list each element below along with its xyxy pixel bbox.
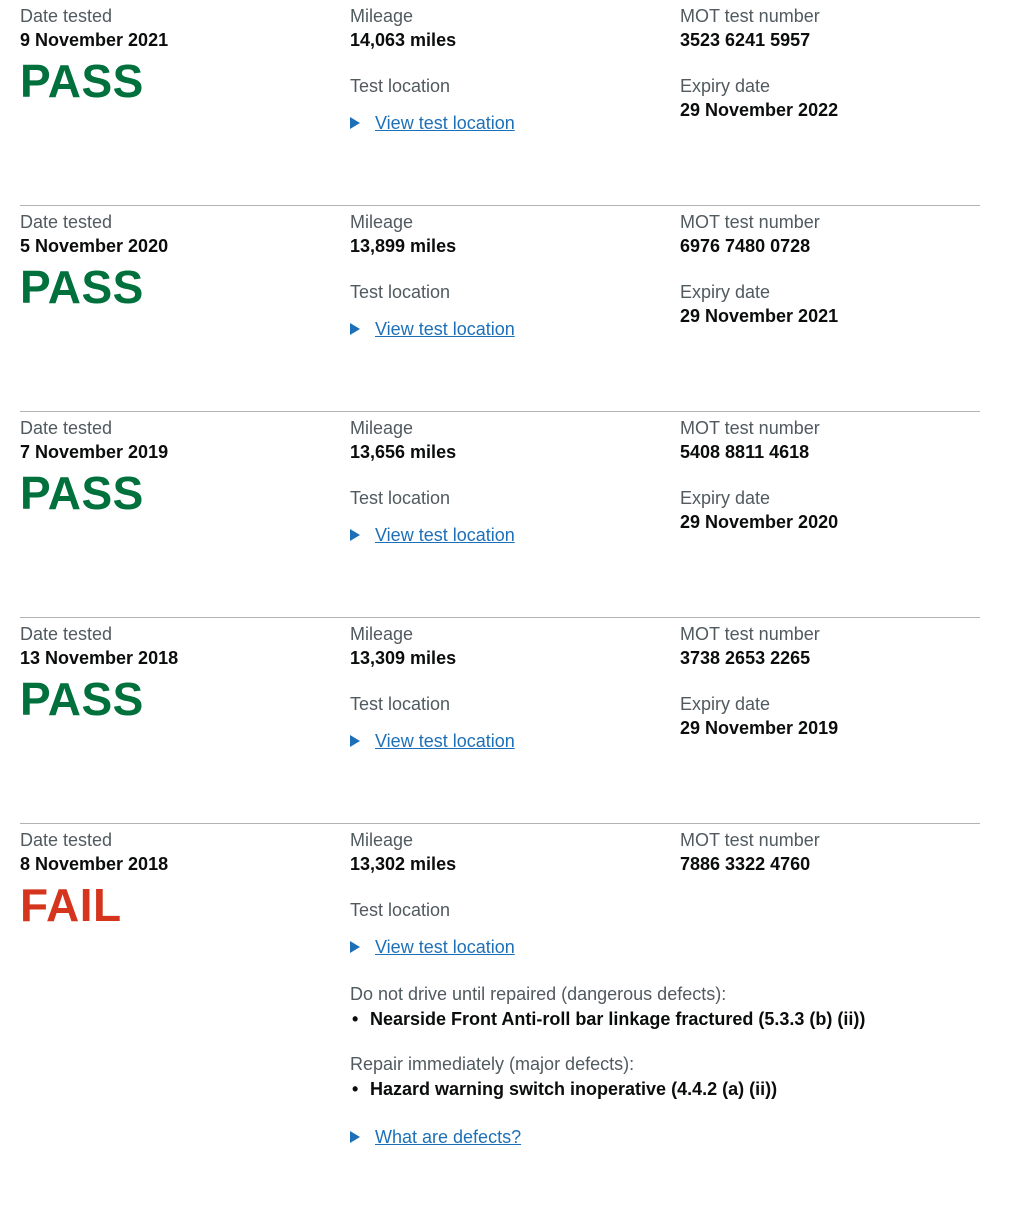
test-number-column <box>680 618 980 739</box>
mileage-label: Mileage <box>350 624 414 644</box>
mot-record <box>20 824 980 1224</box>
test-number-column <box>680 206 980 327</box>
mileage-label: Mileage <box>350 6 414 26</box>
expiry-date-value: 29 November 2021 <box>680 306 839 326</box>
mot-record <box>20 412 980 618</box>
date-tested-value: 7 November 2019 <box>20 442 169 462</box>
mot-record <box>20 0 980 206</box>
mot-test-number-value: 6976 7480 0728 <box>680 236 811 256</box>
mileage-label: Mileage <box>350 830 414 850</box>
mileage-value: 13,309 miles <box>350 648 457 668</box>
view-test-location-link[interactable]: View test location <box>375 525 515 545</box>
what-are-defects-toggle[interactable] <box>350 1126 970 1148</box>
expiry-date-value: 29 November 2019 <box>680 718 839 738</box>
result-fail: FAIL <box>20 879 122 931</box>
date-tested-label: Date tested <box>20 830 113 850</box>
date-tested-label: Date tested <box>20 624 113 644</box>
disclosure-triangle-icon <box>350 941 360 953</box>
mileage-value: 14,063 miles <box>350 30 457 50</box>
mot-test-number-value: 7886 3322 4760 <box>680 854 811 874</box>
test-location-label: Test location <box>350 694 451 714</box>
view-test-location-link[interactable]: View test location <box>375 731 515 751</box>
date-column <box>20 412 340 519</box>
mot-record <box>20 206 980 412</box>
result-pass: PASS <box>20 673 144 725</box>
disclosure-triangle-icon <box>350 735 360 747</box>
disclosure-triangle-icon <box>350 323 360 335</box>
expiry-date-label: Expiry date <box>680 488 771 508</box>
date-column <box>20 0 340 107</box>
mot-test-number-value: 3523 6241 5957 <box>680 30 811 50</box>
date-tested-label: Date tested <box>20 418 113 438</box>
mot-record <box>20 618 980 824</box>
view-test-location-link[interactable]: View test location <box>375 319 515 339</box>
view-test-location-link[interactable]: View test location <box>375 113 515 133</box>
mileage-value: 13,656 miles <box>350 442 457 462</box>
view-test-location-link[interactable]: View test location <box>375 937 515 957</box>
test-location-label: Test location <box>350 76 451 96</box>
test-location-label: Test location <box>350 488 451 508</box>
mot-test-number-label: MOT test number <box>680 6 820 26</box>
mot-test-number-label: MOT test number <box>680 830 820 850</box>
mileage-value: 13,899 miles <box>350 236 457 256</box>
expiry-date-value: 29 November 2020 <box>680 512 839 532</box>
expiry-date-value: 29 November 2022 <box>680 100 839 120</box>
test-location-label: Test location <box>350 900 451 920</box>
date-tested-value: 13 November 2018 <box>20 648 179 668</box>
mileage-label: Mileage <box>350 212 414 232</box>
mileage-value: 13,302 miles <box>350 854 457 874</box>
mot-test-number-label: MOT test number <box>680 212 820 232</box>
mileage-label: Mileage <box>350 418 414 438</box>
disclosure-triangle-icon <box>350 117 360 129</box>
what-are-defects-link[interactable]: What are defects? <box>375 1127 522 1147</box>
mot-test-number-value: 3738 2653 2265 <box>680 648 811 668</box>
test-number-column <box>680 412 980 533</box>
result-pass: PASS <box>20 261 144 313</box>
mot-test-number-label: MOT test number <box>680 624 820 644</box>
date-tested-label: Date tested <box>20 6 113 26</box>
major-defects-heading: Repair immediately (major defects): <box>350 1054 635 1074</box>
test-number-column <box>680 0 980 121</box>
expiry-date-label: Expiry date <box>680 76 771 96</box>
date-tested-label: Date tested <box>20 212 113 232</box>
mot-test-number-label: MOT test number <box>680 418 820 438</box>
major-defects-list <box>350 1078 970 1100</box>
date-tested-value: 9 November 2021 <box>20 30 169 50</box>
test-number-column <box>680 824 980 875</box>
expiry-date-label: Expiry date <box>680 694 771 714</box>
disclosure-triangle-icon <box>350 529 360 541</box>
defect-item: • Hazard warning switch inoperative (4.4.2 (a) (ii)) <box>350 1078 970 1100</box>
test-location-label: Test location <box>350 282 451 302</box>
result-pass: PASS <box>20 55 144 107</box>
expiry-date-label: Expiry date <box>680 282 771 302</box>
disclosure-triangle-icon <box>350 1131 360 1143</box>
date-tested-value: 5 November 2020 <box>20 236 169 256</box>
date-column <box>20 824 340 931</box>
dangerous-defects-list <box>350 1008 970 1030</box>
result-pass: PASS <box>20 467 144 519</box>
date-column <box>20 618 340 725</box>
date-tested-value: 8 November 2018 <box>20 854 169 874</box>
mot-test-number-value: 5408 8811 4618 <box>680 442 810 462</box>
dangerous-defects-heading: Do not drive until repaired (dangerous defects): <box>350 984 727 1004</box>
view-test-location-toggle[interactable] <box>350 936 970 958</box>
defect-item: • Nearside Front Anti-roll bar linkage fractured (5.3.3 (b) (ii)) <box>350 1008 970 1030</box>
date-column <box>20 206 340 313</box>
